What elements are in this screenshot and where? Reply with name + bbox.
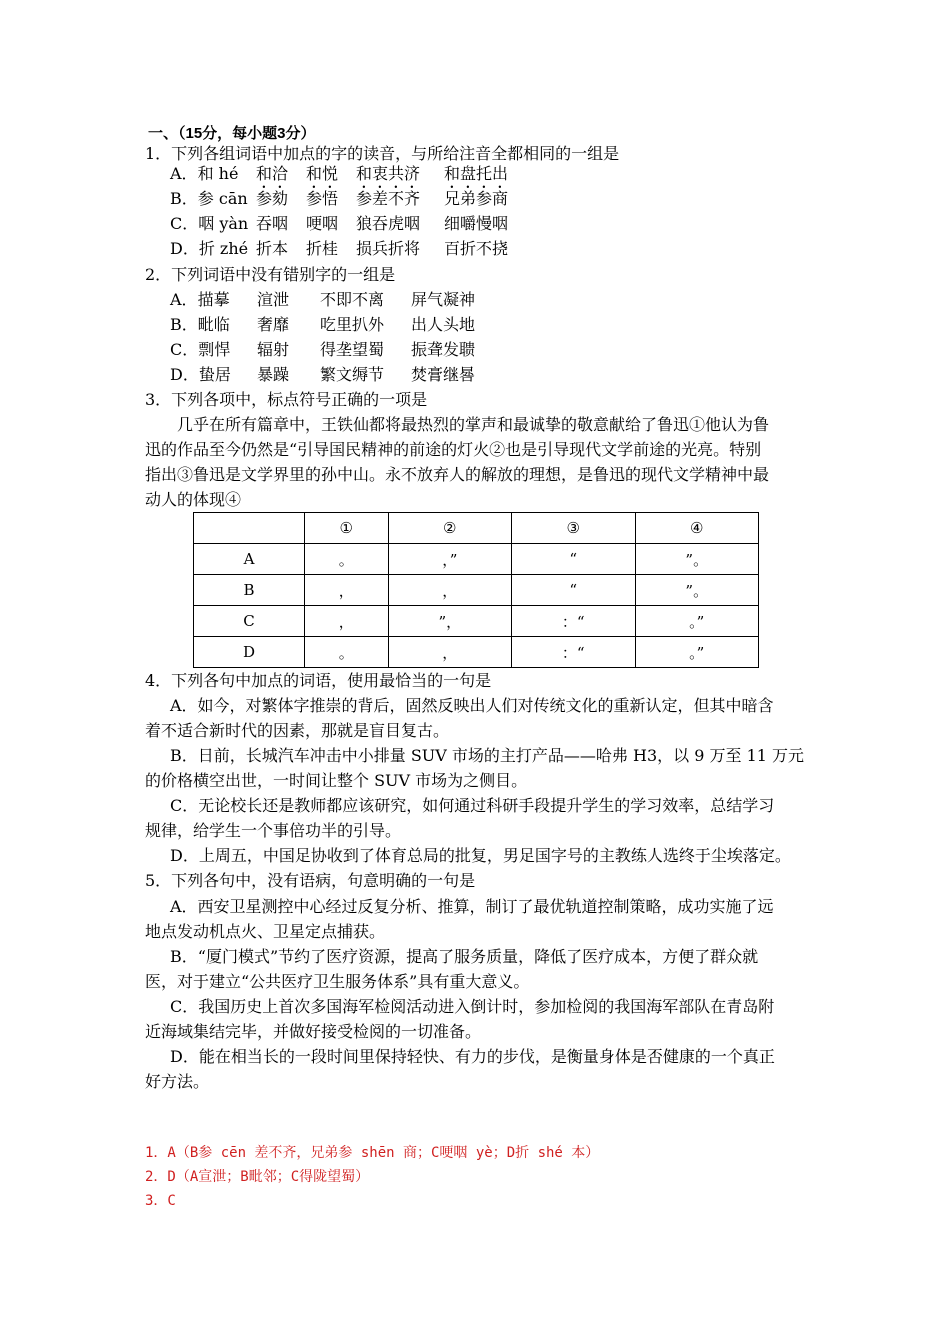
table-row: C ， ”， ：“ 。” [194, 606, 759, 637]
answer-line: 3．C [145, 1193, 176, 1209]
q2-option-d: D．蛰居 暴躁 繁文缛节 焚膏继晷 [170, 365, 476, 384]
q1-stem: 1．下列各组词语中加点的字的读音，与所给注音全都相同的一组是 [145, 144, 620, 163]
q5-option-c-cont: 近海域集结完毕，并做好接受检阅的一切准备。 [145, 1022, 482, 1041]
q3-stem: 3．下列各项中，标点符号正确的一项是 [145, 390, 428, 409]
q1-option-a: A．和 hé 和洽 和悦 和衷共济 和盘托出 [170, 164, 509, 183]
q3-passage-line: 几乎在所有篇章中，王铁仙都将最热烈的掌声和最诚挚的敬意献给了鲁迅①他认为鲁 [177, 415, 770, 434]
table-row: D 。 ， ：“ 。” [194, 637, 759, 668]
q5-option-b-cont: 医，对于建立“公共医疗卫生服务体系”具有重大意义。 [145, 972, 530, 991]
q2-option-a: A．描摹 渲泄 不即不离 屏气凝神 [170, 290, 476, 309]
q2-stem: 2．下列词语中没有错别字的一组是 [145, 265, 396, 284]
q4-option-a-cont: 着不适合新时代的因素，那就是盲目复古。 [145, 721, 450, 740]
section-title: 一、（15分，每小题3分） [148, 125, 316, 142]
q5-option-d: D．能在相当长的一段时间里保持轻快、有力的步伐，是衡量身体是否健康的一个真正 [170, 1047, 775, 1066]
q5-stem: 5．下列各句中，没有语病，句意明确的一句是 [145, 871, 476, 890]
answer-line: 1．A（B参 cēn 差不齐，兄弟参 shēn 商；C哽咽 yè；D折 shé 本） [145, 1145, 600, 1161]
answer-line: 2．D（A宣泄；B毗邻；C得陇望蜀） [145, 1169, 370, 1185]
q1-option-d: D．折 zhé 折本 折桂 损兵折将 百折不挠 [170, 239, 509, 258]
q4-option-c-cont: 规律，给学生一个事倍功半的引导。 [145, 821, 402, 840]
q1-option-b: B．参 cān 参劾 参悟 参差不齐 兄弟参商 [170, 189, 509, 208]
q4-option-b-cont: 的价格横空出世，一时间让整个 SUV 市场为之侧目。 [145, 771, 528, 790]
q3-passage-line: 迅的作品至今仍然是“引导国民精神的前途的灯火②也是引导现代文学前途的光亮。特别 [145, 440, 762, 459]
q4-option-b: B．日前，长城汽车冲击中小排量 SUV 市场的主打产品——哈弗 H3，以 9 万至 11 万元 [170, 746, 805, 765]
q5-option-a-cont: 地点发动机点火、卫星定点捕获。 [145, 922, 386, 941]
q2-option-c: C．剽悍 辐射 得垄望蜀 振聋发聩 [170, 340, 476, 359]
q3-punctuation-table [193, 512, 759, 668]
q3-passage-line: 指出③鲁迅是文学界里的孙中山。永不放弃人的解放的理想，是鲁迅的现代文学精神中最 [145, 465, 770, 484]
table-row: A 。 ，” “ ”。 [194, 544, 759, 575]
q4-option-a: A．如今，对繁体字推崇的背后，固然反映出人们对传统文化的重新认定，但其中暗含 [170, 696, 774, 715]
q3-passage-line: 动人的体现④ [145, 490, 242, 509]
q4-option-c: C．无论校长还是教师都应该研究，如何通过科研手段提升学生的学习效率，总结学习 [170, 796, 775, 815]
table-row: B ， ， “ ”。 [194, 575, 759, 606]
q5-option-a: A．西安卫星测控中心经过反复分析、推算，制订了最优轨道控制策略，成功实施了远 [170, 897, 774, 916]
q2-option-b: B．毗临 奢靡 吃里扒外 出人头地 [170, 315, 476, 334]
q4-stem: 4．下列各句中加点的词语，使用最恰当的一句是 [145, 671, 492, 690]
q1-option-c: C．咽 yàn 吞咽 哽咽 狼吞虎咽 细嚼慢咽 [170, 214, 509, 233]
q5-option-c: C．我国历史上首次多国海军检阅活动进入倒计时，参加检阅的我国海军部队在青岛附 [170, 997, 775, 1016]
q5-option-b: B．“厦门模式”节约了医疗资源，提高了服务质量，降低了医疗成本，方便了群众就 [170, 947, 759, 966]
q4-option-d: D．上周五，中国足协收到了体育总局的批复，男足国字号的主教练人选终于尘埃落定。 [170, 846, 791, 865]
q5-option-d-cont: 好方法。 [145, 1072, 210, 1091]
table-header-row: ① ② ③ ④ [194, 513, 759, 544]
